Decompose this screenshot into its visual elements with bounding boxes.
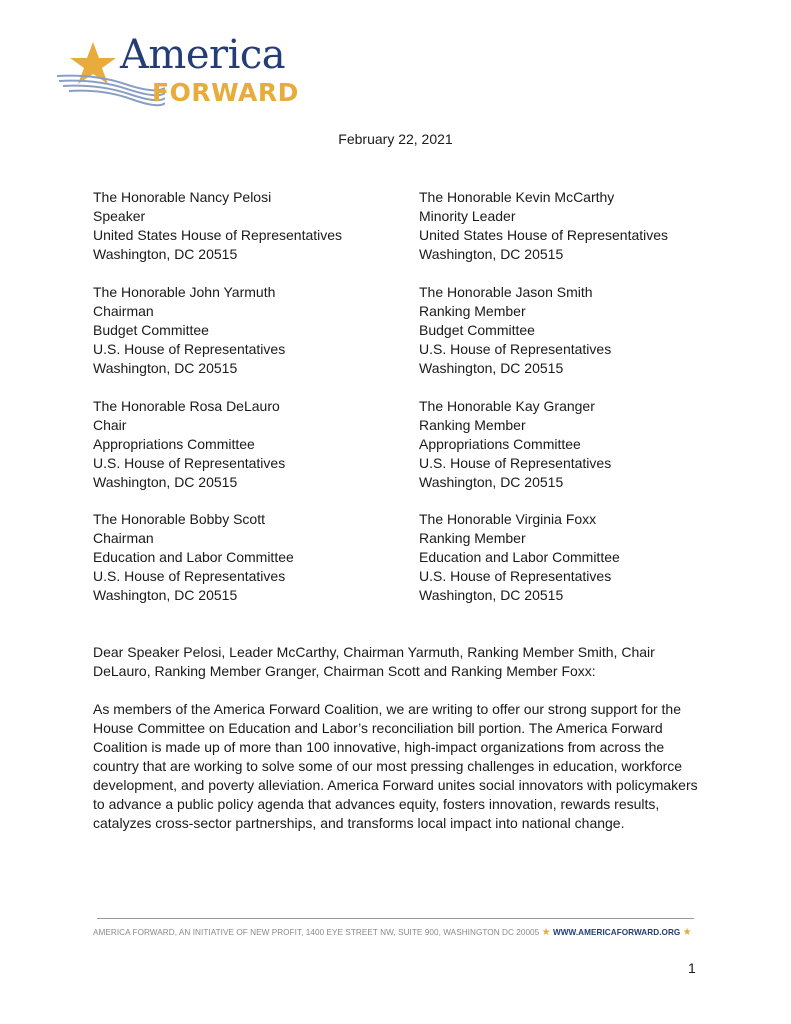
recipient-committee: Budget Committee <box>419 322 535 338</box>
recipient-name: The Honorable Virginia Foxx <box>419 511 597 527</box>
america-forward-logo <box>55 32 315 114</box>
recipient-address: Washington, DC 20515 <box>93 474 238 490</box>
recipient-org: U.S. House of Representatives <box>93 455 286 471</box>
logo-word-forward: FORWARD <box>152 78 299 107</box>
recipient-name: The Honorable Bobby Scott <box>93 511 265 527</box>
recipient-address: Washington, DC 20515 <box>419 474 564 490</box>
recipient-title: Chairman <box>93 530 154 546</box>
recipient-title: Minority Leader <box>419 208 516 224</box>
footer-website-link[interactable]: WWW.AMERICAFORWARD.ORG <box>552 928 681 937</box>
footer <box>93 927 692 938</box>
recipient-block <box>419 188 668 264</box>
recipient-committee: Budget Committee <box>93 322 209 338</box>
recipient-block <box>93 188 342 264</box>
letter-date: February 22, 2021 <box>338 131 453 147</box>
recipient-block <box>419 283 611 378</box>
recipient-name: The Honorable Rosa DeLauro <box>93 398 280 414</box>
recipient-address: Washington, DC 20515 <box>419 246 564 262</box>
recipient-org: U.S. House of Representatives <box>419 341 612 357</box>
recipient-title: Ranking Member <box>419 303 526 319</box>
recipient-org: United States House of Representatives <box>93 227 343 243</box>
recipient-address: Washington, DC 20515 <box>93 246 238 262</box>
recipient-org: U.S. House of Representatives <box>93 568 286 584</box>
recipient-title: Chair <box>93 417 127 433</box>
recipient-address: Washington, DC 20515 <box>419 360 564 376</box>
recipient-committee: Education and Labor Committee <box>93 549 294 565</box>
recipient-org: United States House of Representatives <box>419 227 669 243</box>
recipient-org: U.S. House of Representatives <box>419 568 612 584</box>
footer-address: AMERICA FORWARD, AN INITIATIVE OF NEW PROFIT, 1400 EYE STREET NW, SUITE 900, WASHINGTON DC 20005 <box>93 928 540 937</box>
recipient-committee: Appropriations Committee <box>93 436 255 452</box>
recipient-title: Chairman <box>93 303 154 319</box>
recipient-name: The Honorable Nancy Pelosi <box>93 189 272 205</box>
recipient-committee: Appropriations Committee <box>419 436 581 452</box>
star-icon: ★ <box>682 927 692 938</box>
recipient-org: U.S. House of Representatives <box>419 455 612 471</box>
recipient-block <box>93 397 285 492</box>
recipient-address: Washington, DC 20515 <box>419 587 564 603</box>
recipient-address: Washington, DC 20515 <box>93 587 238 603</box>
recipient-name: The Honorable John Yarmuth <box>93 284 276 300</box>
recipient-block <box>93 283 285 378</box>
recipient-name: The Honorable Jason Smith <box>419 284 593 300</box>
recipient-title: Ranking Member <box>419 417 526 433</box>
recipient-name: The Honorable Kay Granger <box>419 398 595 414</box>
logo-word-america: America <box>120 32 286 78</box>
recipient-address: Washington, DC 20515 <box>93 360 238 376</box>
body-paragraph: As members of the America Forward Coalition, we are writing to offer our strong support for the House Committee on Education and Labor’s reconciliation bill portion. The America Forward Coalition is made up of more than 100 innovative, high-impact organizations from across the country that are working to solve some of our most pressing challenges in education, workforce development, and poverty alleviation. America Forward unites social innovators with policymakers to advance a public policy agenda that advances equity, fosters innovation, rewards results, catalyzes cross-sector partnerships, and transforms local impact into national change. <box>93 701 698 831</box>
recipient-committee: Education and Labor Committee <box>419 549 620 565</box>
recipient-block <box>419 510 620 605</box>
recipient-title: Ranking Member <box>419 530 526 546</box>
recipient-name: The Honorable Kevin McCarthy <box>419 189 615 205</box>
recipient-title: Speaker <box>93 208 146 224</box>
recipient-org: U.S. House of Representatives <box>93 341 286 357</box>
recipient-block <box>419 397 611 492</box>
star-icon: ★ <box>541 927 551 938</box>
recipient-block <box>93 510 294 605</box>
salutation: Dear Speaker Pelosi, Leader McCarthy, Chairman Yarmuth, Ranking Member Smith, Chair DeLauro, Ranking Member Granger, Chairman Scott and Ranking Member Foxx: <box>93 644 655 679</box>
page-number: 1 <box>688 960 696 976</box>
footer-divider <box>97 918 694 919</box>
